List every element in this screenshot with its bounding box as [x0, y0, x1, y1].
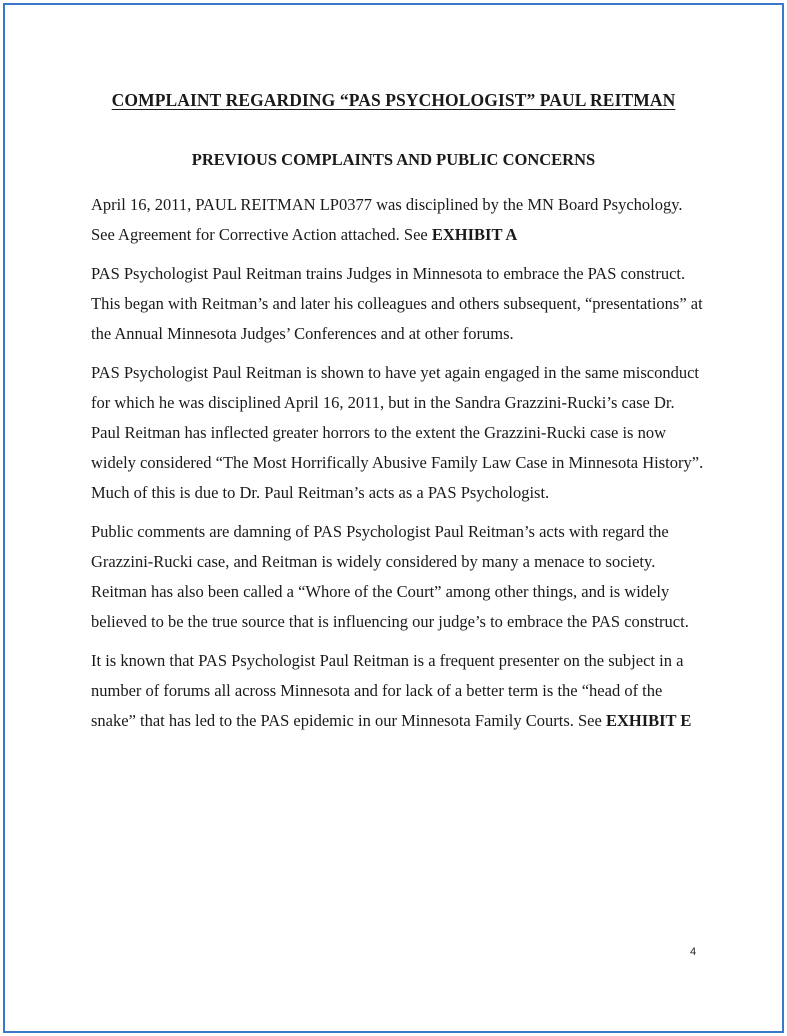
paragraph-2: PAS Psychologist Paul Reitman trains Judges in Minnesota to embrace the PAS construct. This began with Reitman’s and later his colleagues and others subsequent, “presentations” at the Annual Minnesota Judges’ Conferences and at other forums.	[91, 264, 703, 343]
exhibit-a-reference: EXHIBIT A	[431, 225, 518, 244]
paragraph-1	[91, 190, 706, 250]
paragraph-3: PAS Psychologist Paul Reitman is shown to have yet again engaged in the same misconduct for which he was disciplined April 16, 2011, but in the Sandra Grazzini-Rucki’s case Dr. Paul Reitman has inflected greater horrors to the extent the Grazzini-Rucki case is now widely considered “The Most Horrifically Abusive Family Law Case in Minnesota History”. Much of this is due to Dr. Paul Reitman’s acts as a PAS Psychologist.	[91, 363, 704, 502]
paragraph-4: Public comments are damning of PAS Psychologist Paul Reitman’s acts with regard the Grazzini-Rucki case, and Reitman is widely considered by many a menace to society. Reitman has also been called a “Whore of the Court” among other things, and is widely believed to be the true source that is influencing our judge’s to embrace the PAS construct.	[91, 522, 689, 631]
paragraph-5-text: It is known that PAS Psychologist Paul Reitman is a frequent presenter on the subject in a number of forums all across Minnesota and for lack of a better term is the “head of the snake” that has led to the PAS epidemic in our Minnesota Family Courts. See	[91, 651, 684, 730]
exhibit-e-reference: EXHIBIT E	[605, 711, 692, 730]
section-heading: PREVIOUS COMPLAINTS AND PUBLIC CONCERNS	[191, 150, 596, 169]
paragraph-1-text: April 16, 2011, PAUL REITMAN LP0377 was disciplined by the MN Board Psychology. See Agreement for Corrective Action attached. See	[91, 195, 683, 244]
paragraph-5	[91, 646, 706, 736]
page-number: 4	[690, 946, 697, 958]
page-title: COMPLAINT REGARDING “PAS PSYCHOLOGIST” PAUL REITMAN	[111, 90, 676, 110]
document-body	[91, 190, 706, 745]
